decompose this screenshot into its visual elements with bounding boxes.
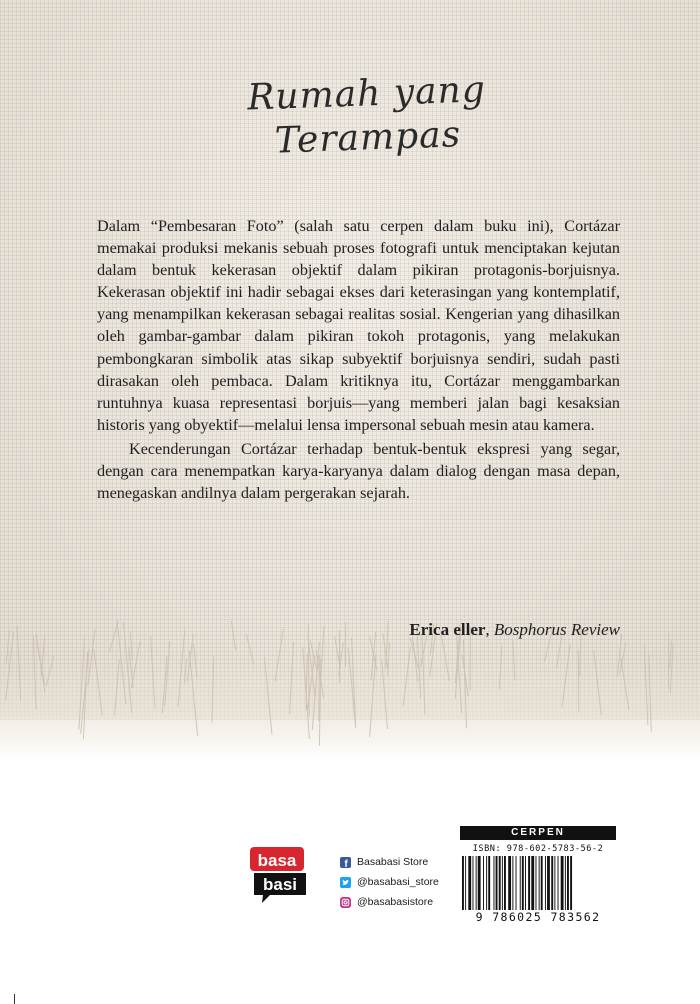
barcode-bar: [468, 856, 471, 910]
blurb-paragraph-1: Dalam “Pembesaran Foto” (salah satu cerpen dalam buku ini), Cortázar memakai produksi mekanis sebuah proses fotografi untuk menciptakan kejutan dalam bentuk kekerasan objektif dalam pikiran protagonis-borjuisnya. Kekerasan objektif ini hadir sebagai ekses dari keterasingan yang kontemplatif, yang menampilkan kekerasan sebagai realitas sosial. Kengerian yang dihasilkan oleh gambar-gambar dalam pikiran tokoh protagonis, yang melakukan pembongkaran simbolik atas sikap subyektif borjuisnya sendiri, sudah pasti dirasakan oleh pembaca. Dalam kritiknya itu, Cortázar menggambarkan runtuhnya kuasa representasi borjuis—yang memberi jalan bagi kesaksian historis yang obyektif—melalui lensa impersonal sebuah mesin atau kamera.: [97, 217, 620, 434]
isbn-text: ISBN: 978-602-5783-56-2: [472, 844, 604, 854]
fringe-thread: [335, 637, 340, 663]
book-title-line-2: Terampas: [274, 114, 462, 162]
barcode-bar: [554, 856, 555, 910]
facebook-handle: Basabasi Store: [357, 856, 429, 868]
barcode-bar: [528, 856, 530, 910]
book-title: [247, 67, 510, 164]
social-facebook[interactable]: [340, 852, 439, 872]
barcode-bar: [488, 856, 490, 910]
barcode-bar: [483, 856, 484, 910]
svg-text:f: f: [344, 858, 348, 868]
barcode-bar: [545, 856, 546, 910]
trim-mark: [14, 994, 15, 1004]
barcode-bar: [531, 856, 534, 910]
fringe-thread: [130, 632, 132, 659]
barcode-bars: [462, 856, 614, 910]
fringe-thread: [110, 622, 119, 653]
reviewer-name: Erica eller: [409, 620, 486, 639]
barcode-bar: [462, 856, 464, 910]
barcode-bar: [558, 856, 559, 910]
logo-text-bottom: basi: [262, 875, 298, 894]
barcode-bar: [465, 856, 466, 910]
barcode-bar: [502, 856, 503, 910]
barcode-bar: [473, 856, 474, 910]
fringe-thread: [578, 650, 579, 712]
basabasi-logo: [248, 845, 310, 905]
facebook-icon: [340, 857, 351, 868]
social-links: [340, 852, 439, 912]
genre-label: CERPEN: [460, 826, 616, 840]
barcode-digits: 9 786025 783562: [475, 910, 601, 924]
barcode-bar: [567, 856, 569, 910]
barcode-bar: [525, 856, 526, 910]
barcode-bar: [561, 856, 564, 910]
barcode-bar: [570, 856, 572, 910]
barcode-bar: [512, 856, 513, 910]
isbn-barcode-block: [460, 826, 616, 926]
barcode-bar: [516, 856, 517, 910]
logo-text-top: basa: [257, 851, 297, 870]
fringe-thread: [231, 621, 235, 650]
barcode-bar: [541, 856, 543, 910]
barcode-bar: [539, 856, 540, 910]
barcode-bar: [547, 856, 550, 910]
barcode-bar: [486, 856, 487, 910]
barcode-bar: [494, 856, 495, 910]
social-twitter[interactable]: [340, 872, 439, 892]
attribution-separator: ,: [485, 620, 494, 639]
blurb-paragraph-2: Kecenderungan Cortázar terhadap bentuk-bentuk ekspresi yang segar, dengan cara menempatkan karya-karyanya dalam dialog dengan masa depan, menegaskan andilnya dalam pergerakan sejarah.: [97, 439, 620, 503]
barcode-bar: [508, 856, 511, 910]
barcode-bar: [496, 856, 498, 910]
barcode-bar: [499, 856, 501, 910]
social-instagram[interactable]: [340, 892, 439, 912]
barcode-bar: [522, 856, 524, 910]
fringe-thread: [6, 630, 9, 664]
instagram-icon: [340, 897, 351, 908]
barcode-bar: [536, 856, 537, 910]
blurb-text: [97, 215, 620, 504]
instagram-handle: @basabasistore: [357, 896, 434, 908]
twitter-icon: [340, 877, 351, 888]
barcode-bar: [551, 856, 553, 910]
barcode-bar: [565, 856, 566, 910]
review-source: Bosphorus Review: [493, 620, 620, 639]
barcode-bar: [476, 856, 477, 910]
barcode-bar: [520, 856, 521, 910]
barcode-bar: [504, 856, 506, 910]
twitter-handle: @basabasi_store: [357, 876, 439, 888]
book-title-line-1: Rumah yang: [246, 69, 487, 119]
review-attribution: [409, 620, 620, 640]
barcode-bar: [478, 856, 481, 910]
